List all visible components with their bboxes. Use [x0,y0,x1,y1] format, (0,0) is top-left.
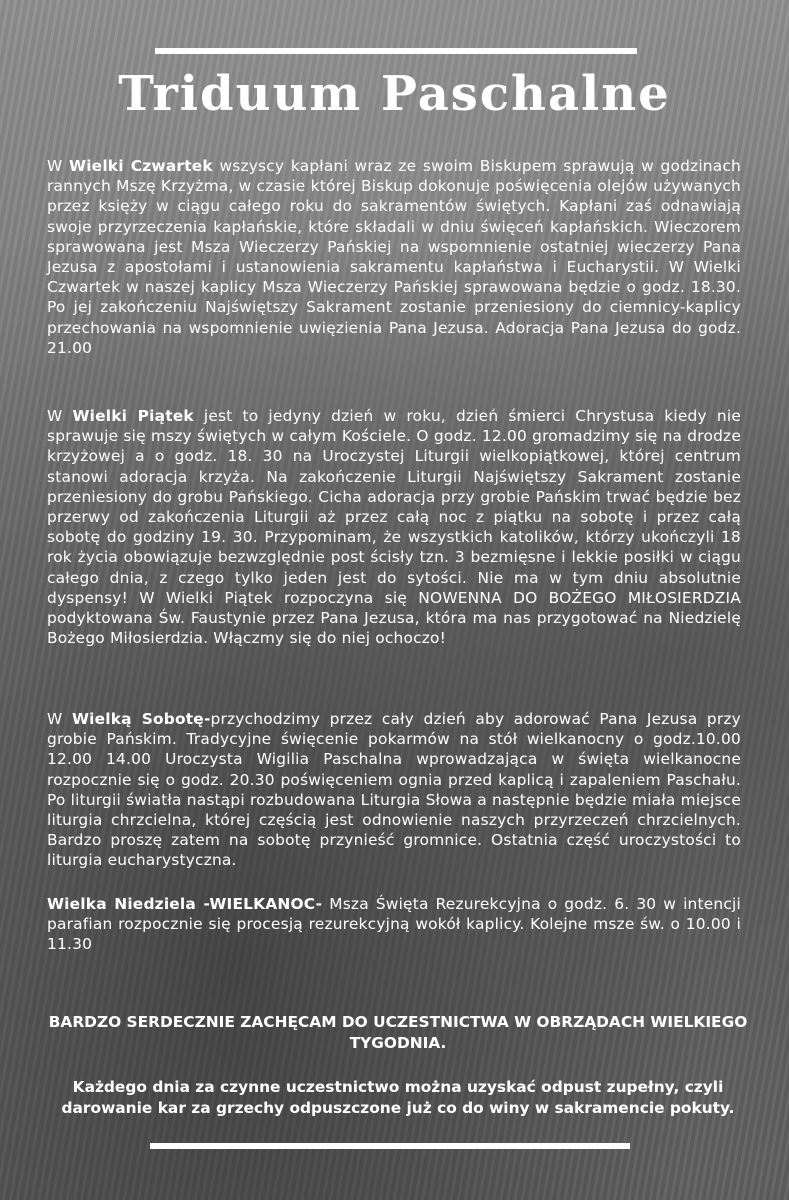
paragraph-lead: W [47,710,72,728]
top-divider [155,48,637,54]
closing-invitation: BARDZO SERDECZNIE ZACHĘCAM DO UCZESTNICTWA W OBRZĄDACH WIELKIEGO TYGODNIA. [48,1013,748,1052]
paragraph-lead: W [47,407,73,425]
paragraph-lead: W [47,157,70,175]
day-name: Wielki Czwartek [69,157,213,175]
day-name: Wielka Niedziela -WIELKANOC- [47,895,323,913]
paragraph-wielka-sobota [47,709,741,871]
paragraph-text: Msza Święta Rezurekcyjna o godz. 6. 30 w intencji parafian rozpocznie się procesją rezurekcyjną wokół kaplicy. Kolejne msze św. o 10.00 i 11.30 [47,895,741,954]
day-name: Wielką Sobotę- [71,710,211,728]
paragraph-wielki-czwartek [47,156,741,358]
paragraph-wielki-piatek [47,406,741,648]
page-title: Triduum Paschalne [118,66,671,122]
paragraph-text: wszyscy kapłani wraz ze swoim Biskupem sprawują w godzinach rannych Mszę Krzyżma, w czasie której Biskup dokonuje poświęcenia olejów używanych przez księży w ciągu całego roku do sakramentów świętych. Kapłani zaś odnawiają swoje przyrzeczenia kapłańskie, które składali w dniu święceń kapłańskich. Wieczorem sprawowana jest Msza Wieczerzy Pańskiej na wspomnienie ostatniej wieczerzy Pana Jezusa z apostołami i ustanowienia sakramentu kapłaństwa i Eucharystii. W Wielki Czwartek w naszej kaplicy Msza Wieczerzy Pańskiej sprawowana będzie o godz. 18.30. Po jej zakończeniu Najświętszy Sakrament zostanie przeniesiony do ciemnicy-kaplicy przechowania na wspomnienie uwięzienia Pana Jezusa. Adoracja Pana Jezusa do godz. 21.00 [47,157,741,357]
bottom-divider [150,1143,630,1149]
day-name: Wielki Piątek [72,407,194,425]
closing-indulgence-note: Każdego dnia za czynne uczestnictwo można uzyskać odpust zupełny, czyli darowanie kar za grzechy odpuszczone już co do winy w sakramencie pokuty. [61,1078,735,1117]
paragraph-wielka-niedziela [47,894,741,955]
paragraph-text: jest to jedyny dzień w roku, dzień śmierci Chrystusa kiedy nie sprawuje się mszy świętych w całym Kościele. O godz. 12.00 gromadzimy się na drodze krzyżowej a o godz. 18. 30 na Uroczystej Liturgii wielkopiątkowej, której centrum stanowi adoracja krzyża. Na zakończenie Liturgii Najświętszy Sakrament zostanie przeniesiony do grobu Pańskiego. Cicha adoracja przy grobie Pańskim trwać będzie bez przerwy od zakończenia Liturgii aż przez całą noc z piątku na sobotę i przez całą sobotę do godziny 19. 30. Przypominam, że wszystkich katolików, którzy ukończyli 18 rok życia obowiązuje bezwzględnie post ścisły tzn. 3 bezmięsne i lekkie posiłki w ciągu całego dnia, z czego tylko jeden jest do sytości. Nie ma w tym dniu absolutnie dyspensy! W Wielki Piątek rozpoczyna się NOWENNA DO BOŻEGO MIŁOSIERDZIA podyktowana Św. Faustynie przez Pana Jezusa, która ma nas przygotować na Niedzielę Bożego Miłosierdzia. Włączmy się do niej ochoczo! [47,407,741,648]
paragraph-text: przychodzimy przez cały dzień aby adorować Pana Jezusa przy grobie Pańskim. Tradycyjne święcenie pokarmów na stół wielkanocny o godz.10.00 12.00 14.00 Uroczysta Wigilia Paschalna wprowadzająca w święta wielkanocne rozpocznie się o godz. 20.30 poświęceniem ognia przed kaplicą i zapaleniem Paschału. Po liturgii światła nastąpi rozbudowana Liturgia Słowa a następnie będzie miała miejsce liturgia chrzcielna, której częścią jest odnowienie naszych przyrzeczeń chrzcielnych. Bardzo proszę zatem na sobotę przynieść gromnice. Ostatnia część uroczystości to liturgia eucharystyczna. [47,710,741,870]
